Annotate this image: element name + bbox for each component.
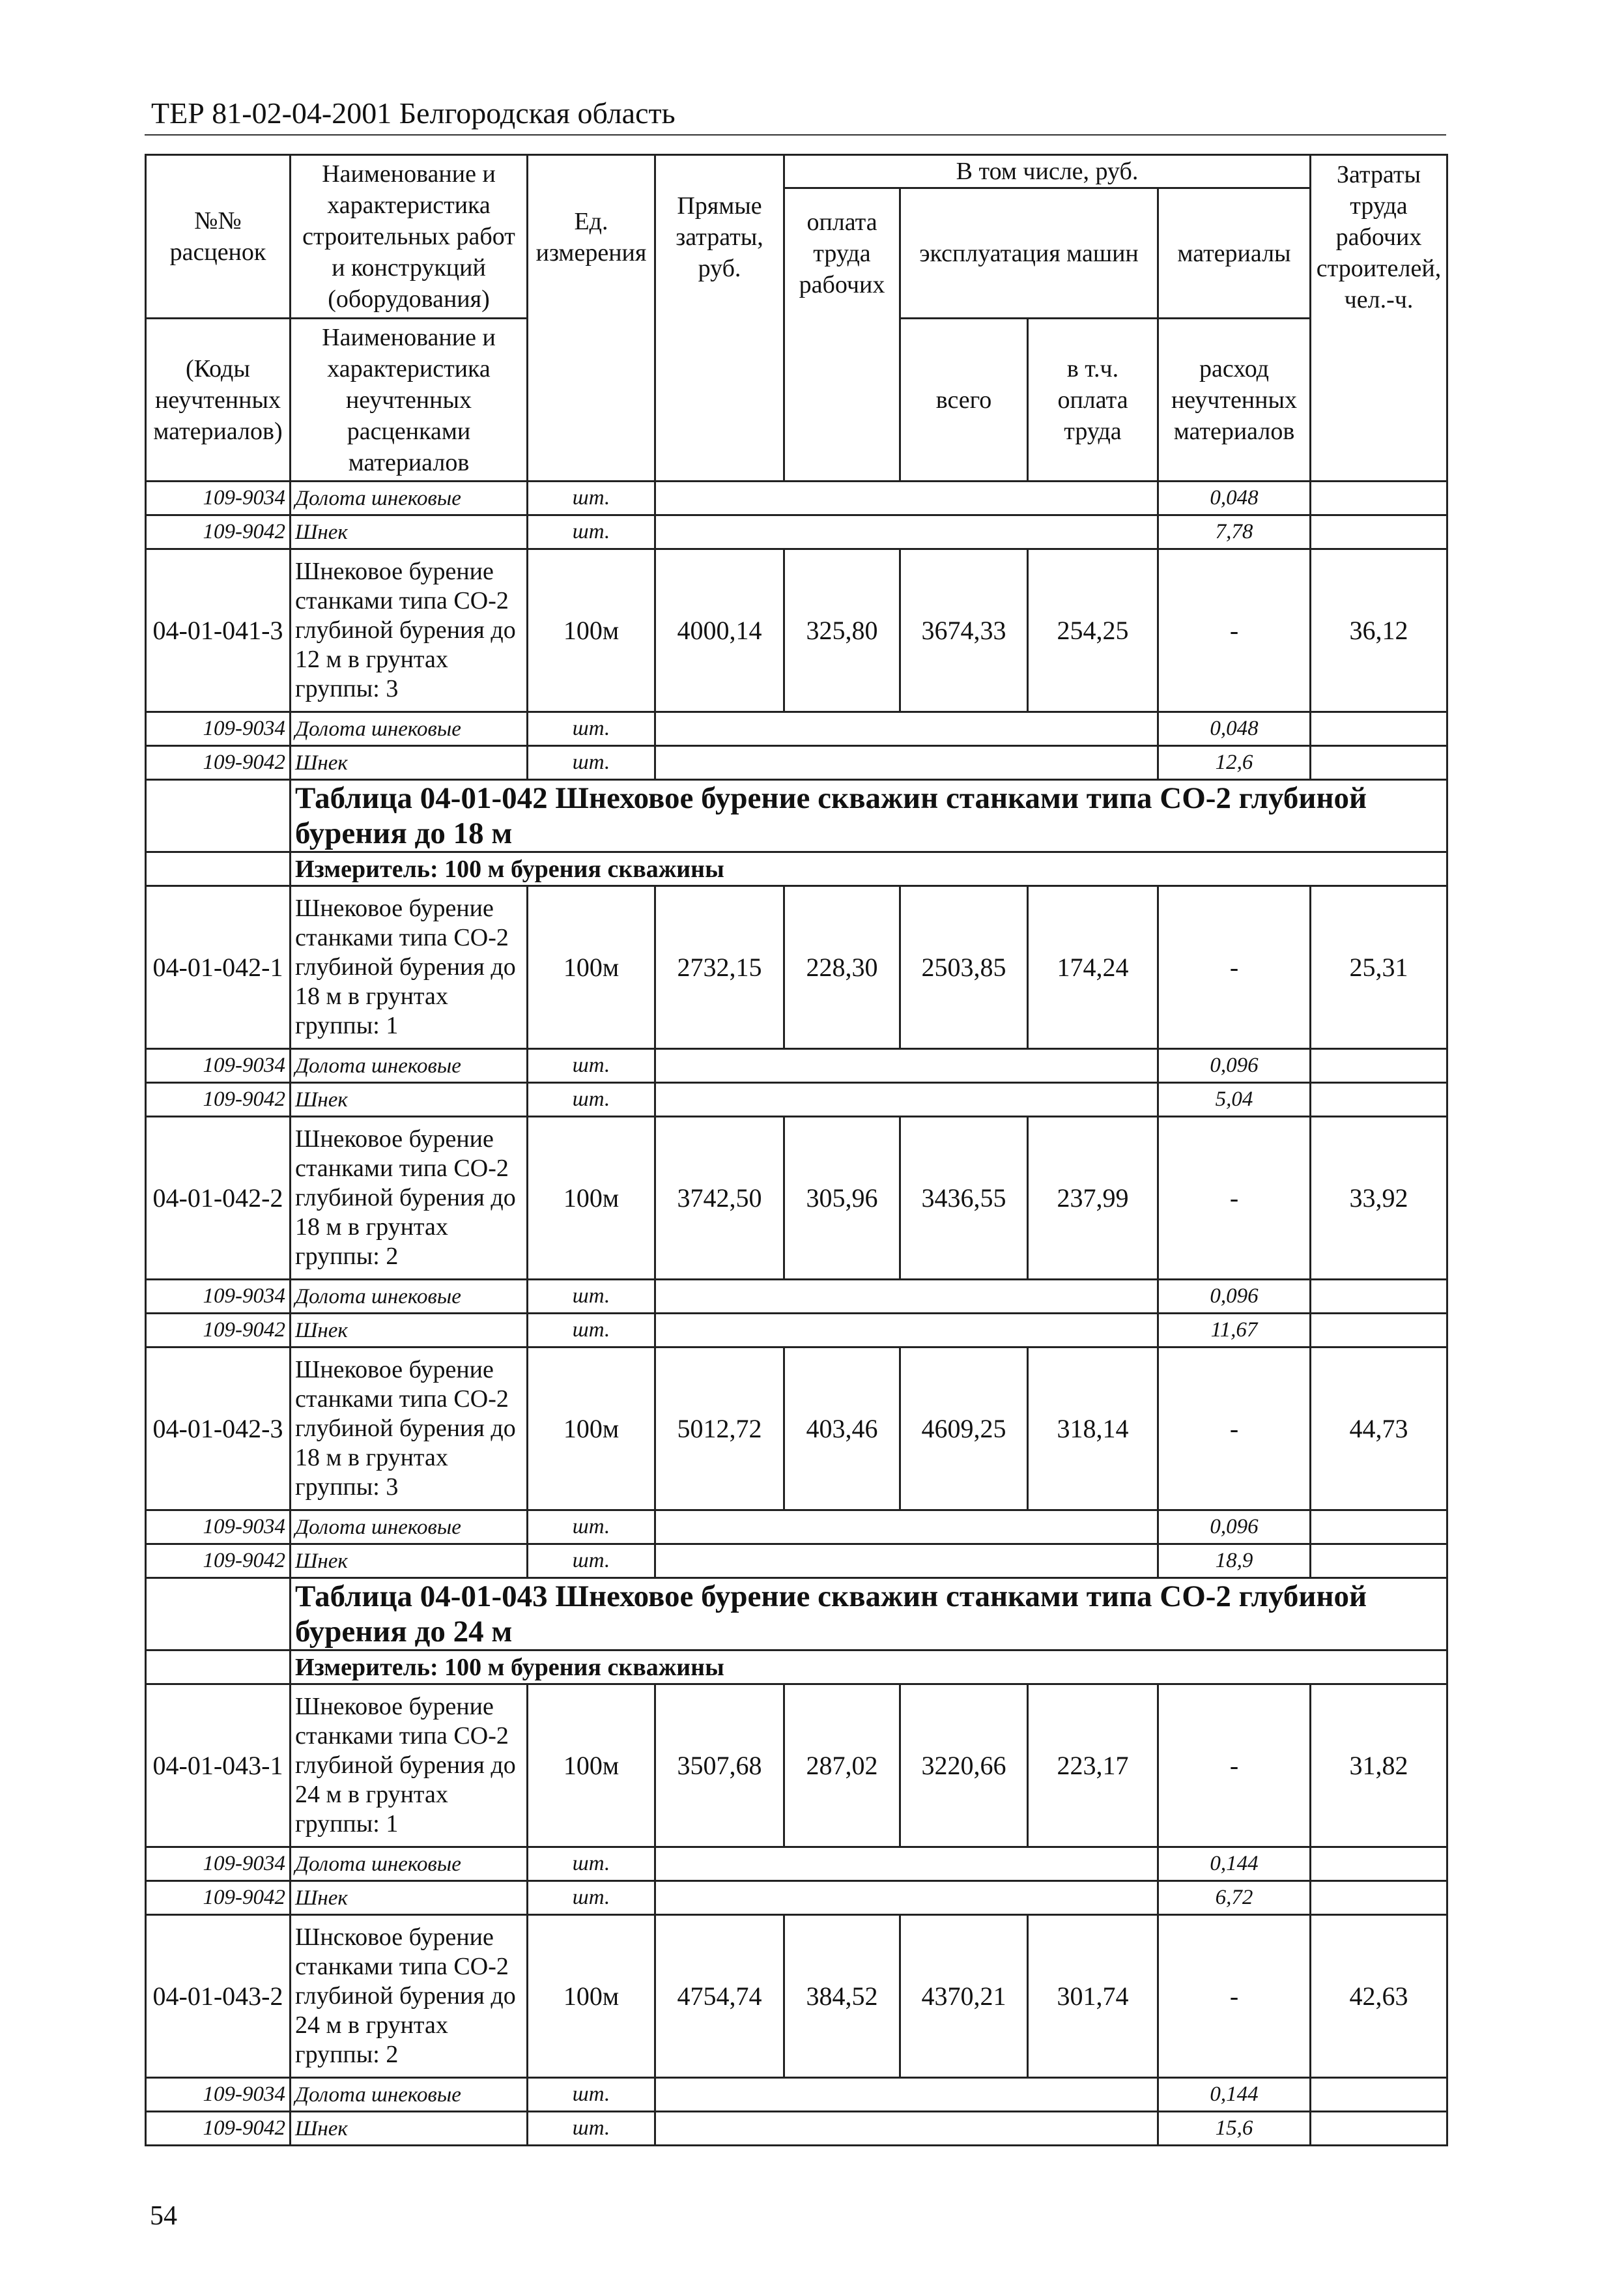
rate-wages: 325,80	[784, 549, 900, 712]
material-blank	[655, 515, 1158, 549]
material-name: Шнек	[291, 1083, 528, 1117]
material-blank	[1311, 515, 1447, 549]
col-header-direct-cont	[655, 319, 784, 482]
rate-machine-wages: 174,24	[1028, 886, 1158, 1049]
rate-machine-wages: 223,17	[1028, 1684, 1158, 1847]
material-blank	[1311, 712, 1447, 746]
material-blank	[655, 482, 1158, 515]
material-blank	[655, 2078, 1158, 2112]
measure-unit-text: Измеритель: 100 м бурения скважины	[291, 1650, 1447, 1684]
material-unit: шт.	[528, 515, 655, 549]
material-row	[146, 712, 1447, 746]
rate-description: Шнековое бурение станками типа СО-2 глубиной бурения до 18 м в грунтах группы: 2	[291, 1117, 528, 1280]
col-header-wages-cont	[784, 319, 900, 482]
material-unit: шт.	[528, 1847, 655, 1881]
rate-code: 04-01-043-1	[146, 1684, 291, 1847]
material-row	[146, 1881, 1447, 1915]
material-name: Долота шнековые	[291, 712, 528, 746]
col-header-labor: Затраты труда рабочих строителей, чел.-ч.	[1311, 155, 1447, 319]
material-name: Долота шнековые	[291, 1847, 528, 1881]
material-blank	[655, 1847, 1158, 1881]
material-name: Долота шнековые	[291, 482, 528, 515]
rate-machines: 4609,25	[900, 1347, 1028, 1510]
rate-unit: 100м	[528, 1117, 655, 1280]
rate-unit: 100м	[528, 886, 655, 1049]
rate-row	[146, 1915, 1447, 2078]
rate-labor: 31,82	[1311, 1684, 1447, 1847]
rate-unit: 100м	[528, 549, 655, 712]
material-unit: шт.	[528, 1544, 655, 1578]
material-blank	[655, 1510, 1158, 1544]
rate-description: Шнековое бурение станками типа СО-2 глубиной бурения до 18 м в грунтах группы: 3	[291, 1347, 528, 1510]
material-qty: 6,72	[1158, 1881, 1311, 1915]
material-unit: шт.	[528, 482, 655, 515]
measure-blank	[146, 852, 291, 886]
rate-labor: 36,12	[1311, 549, 1447, 712]
material-code: 109-9042	[146, 1083, 291, 1117]
material-row	[146, 746, 1447, 780]
rate-wages: 403,46	[784, 1347, 900, 1510]
material-blank	[1311, 746, 1447, 780]
material-qty: 0,048	[1158, 482, 1311, 515]
material-blank	[1311, 2078, 1447, 2112]
rate-code: 04-01-042-3	[146, 1347, 291, 1510]
table-title: Таблица 04-01-043 Шнеховое бурение скважин станками типа СО-2 глубиной бурения до 24 м	[291, 1578, 1447, 1650]
material-code: 109-9034	[146, 2078, 291, 2112]
material-name: Шнек	[291, 2112, 528, 2146]
rate-labor: 44,73	[1311, 1347, 1447, 1510]
rate-machine-wages: 237,99	[1028, 1117, 1158, 1280]
material-name: Долота шнековые	[291, 2078, 528, 2112]
material-blank	[1311, 1314, 1447, 1347]
material-row	[146, 1847, 1447, 1881]
rate-wages: 305,96	[784, 1117, 900, 1280]
material-name: Шнек	[291, 1881, 528, 1915]
material-unit: шт.	[528, 746, 655, 780]
rate-unit: 100м	[528, 1915, 655, 2078]
rates-table-body	[146, 155, 1447, 2146]
material-blank	[1311, 1083, 1447, 1117]
rate-direct-cost: 4000,14	[655, 549, 784, 712]
table-title-blank	[146, 1578, 291, 1650]
rate-code: 04-01-041-3	[146, 549, 291, 712]
material-blank	[1311, 1280, 1447, 1314]
material-name: Шнек	[291, 746, 528, 780]
material-row	[146, 482, 1447, 515]
rate-description: Шнековое бурение станками типа СО-2 глубиной бурения до 24 м в грунтах группы: 1	[291, 1684, 528, 1847]
col-header-direct: Прямые затраты, руб.	[655, 155, 784, 319]
measure-blank	[146, 1650, 291, 1684]
material-unit: шт.	[528, 2078, 655, 2112]
material-blank	[655, 2112, 1158, 2146]
rate-materials: -	[1158, 1684, 1311, 1847]
material-code: 109-9034	[146, 1510, 291, 1544]
col-header-code: №№ расценок	[146, 155, 291, 319]
material-name: Шнек	[291, 1544, 528, 1578]
col-header-labor-cont	[1311, 319, 1447, 482]
material-row	[146, 1083, 1447, 1117]
material-name: Шнек	[291, 515, 528, 549]
rate-machine-wages: 318,14	[1028, 1347, 1158, 1510]
material-code: 109-9042	[146, 746, 291, 780]
material-blank	[655, 746, 1158, 780]
rate-row	[146, 1684, 1447, 1847]
rate-unit: 100м	[528, 1684, 655, 1847]
material-code: 109-9034	[146, 1847, 291, 1881]
material-qty: 0,096	[1158, 1280, 1311, 1314]
material-qty: 0,144	[1158, 2078, 1311, 2112]
material-qty: 12,6	[1158, 746, 1311, 780]
col-header-unit-cont	[528, 319, 655, 482]
material-name: Долота шнековые	[291, 1049, 528, 1083]
rate-direct-cost: 2732,15	[655, 886, 784, 1049]
material-code: 109-9042	[146, 1881, 291, 1915]
rates-table	[145, 154, 1448, 2146]
rate-direct-cost: 3742,50	[655, 1117, 784, 1280]
col-header-code-alt: (Коды неучтенных материалов)	[146, 319, 291, 482]
col-header-wages: оплата труда рабочих	[784, 188, 900, 319]
rate-description: Шнековое бурение станками типа СО-2 глубиной бурения до 18 м в грунтах группы: 1	[291, 886, 528, 1049]
rate-wages: 228,30	[784, 886, 900, 1049]
material-qty: 18,9	[1158, 1544, 1311, 1578]
material-blank	[1311, 1881, 1447, 1915]
material-blank	[1311, 2112, 1447, 2146]
rate-row	[146, 1117, 1447, 1280]
measure-unit-text: Измеритель: 100 м бурения скважины	[291, 852, 1447, 886]
rate-machines: 4370,21	[900, 1915, 1028, 2078]
material-row	[146, 1314, 1447, 1347]
material-qty: 11,67	[1158, 1314, 1311, 1347]
rate-materials: -	[1158, 886, 1311, 1049]
rate-materials: -	[1158, 1347, 1311, 1510]
material-unit: шт.	[528, 2112, 655, 2146]
rate-labor: 33,92	[1311, 1117, 1447, 1280]
material-code: 109-9042	[146, 2112, 291, 2146]
table-title-row	[146, 780, 1447, 852]
material-blank	[655, 1049, 1158, 1083]
material-blank	[1311, 1847, 1447, 1881]
page-header: ТЕР 81-02-04-2001 Белгородская область	[151, 96, 676, 130]
material-unit: шт.	[528, 1280, 655, 1314]
material-blank	[655, 712, 1158, 746]
rate-code: 04-01-042-1	[146, 886, 291, 1049]
material-qty: 15,6	[1158, 2112, 1311, 2146]
measure-row	[146, 1650, 1447, 1684]
rate-machines: 3436,55	[900, 1117, 1028, 1280]
material-row	[146, 2112, 1447, 2146]
material-unit: шт.	[528, 1083, 655, 1117]
rate-materials: -	[1158, 1915, 1311, 2078]
material-qty: 7,78	[1158, 515, 1311, 549]
rate-machine-wages: 301,74	[1028, 1915, 1158, 2078]
rate-direct-cost: 5012,72	[655, 1347, 784, 1510]
col-header-name-alt: Наименование и характеристика неучтенных расценками материалов	[291, 319, 528, 482]
col-header-machines-total: всего	[900, 319, 1028, 482]
material-blank	[655, 1083, 1158, 1117]
material-unit: шт.	[528, 1881, 655, 1915]
rate-labor: 25,31	[1311, 886, 1447, 1049]
rate-direct-cost: 3507,68	[655, 1684, 784, 1847]
col-header-materials-alt: расход неучтенных материалов	[1158, 319, 1311, 482]
material-blank	[655, 1314, 1158, 1347]
material-blank	[1311, 1544, 1447, 1578]
material-qty: 0,096	[1158, 1510, 1311, 1544]
material-code: 109-9042	[146, 1314, 291, 1347]
rate-row	[146, 549, 1447, 712]
material-name: Долота шнековые	[291, 1510, 528, 1544]
material-qty: 0,144	[1158, 1847, 1311, 1881]
header-row	[146, 319, 1447, 482]
rate-wages: 384,52	[784, 1915, 900, 2078]
page-number: 54	[150, 2201, 177, 2231]
material-blank	[655, 1280, 1158, 1314]
rate-materials: -	[1158, 549, 1311, 712]
rate-machine-wages: 254,25	[1028, 549, 1158, 712]
material-code: 109-9042	[146, 1544, 291, 1578]
rate-labor: 42,63	[1311, 1915, 1447, 2078]
material-unit: шт.	[528, 712, 655, 746]
col-header-machines-wages: в т.ч. оплата труда	[1028, 319, 1158, 482]
rate-code: 04-01-043-2	[146, 1915, 291, 2078]
material-blank	[1311, 1510, 1447, 1544]
rate-machines: 3220,66	[900, 1684, 1028, 1847]
material-name: Шнек	[291, 1314, 528, 1347]
material-unit: шт.	[528, 1049, 655, 1083]
table-title: Таблица 04-01-042 Шнеховое бурение скважин станками типа СО-2 глубиной бурения до 18 м	[291, 780, 1447, 852]
rate-materials: -	[1158, 1117, 1311, 1280]
col-header-name: Наименование и характеристика строительных работ и конструкций (оборудования)	[291, 155, 528, 319]
material-qty: 5,04	[1158, 1083, 1311, 1117]
rate-wages: 287,02	[784, 1684, 900, 1847]
material-row	[146, 1280, 1447, 1314]
material-row	[146, 1544, 1447, 1578]
rate-unit: 100м	[528, 1347, 655, 1510]
header-rule	[145, 134, 1446, 136]
material-code: 109-9034	[146, 1280, 291, 1314]
rate-description: Шнсковое бурение станками типа СО-2 глубиной бурения до 24 м в грунтах группы: 2	[291, 1915, 528, 2078]
col-header-machines: эксплуатация машин	[900, 188, 1158, 319]
material-blank	[1311, 482, 1447, 515]
measure-row	[146, 852, 1447, 886]
table-title-blank	[146, 780, 291, 852]
header-row	[146, 155, 1447, 188]
material-row	[146, 515, 1447, 549]
material-qty: 0,096	[1158, 1049, 1311, 1083]
rate-row	[146, 1347, 1447, 1510]
rate-code: 04-01-042-2	[146, 1117, 291, 1280]
material-qty: 0,048	[1158, 712, 1311, 746]
table-title-row	[146, 1578, 1447, 1650]
rate-row	[146, 886, 1447, 1049]
material-unit: шт.	[528, 1314, 655, 1347]
material-unit: шт.	[528, 1510, 655, 1544]
material-row	[146, 2078, 1447, 2112]
rate-direct-cost: 4754,74	[655, 1915, 784, 2078]
material-blank	[655, 1881, 1158, 1915]
material-blank	[655, 1544, 1158, 1578]
rate-description: Шнековое бурение станками типа СО-2 глубиной бурения до 12 м в грунтах группы: 3	[291, 549, 528, 712]
material-blank	[1311, 1049, 1447, 1083]
material-code: 109-9034	[146, 482, 291, 515]
col-header-unit: Ед. измерения	[528, 155, 655, 319]
rate-machines: 2503,85	[900, 886, 1028, 1049]
material-row	[146, 1049, 1447, 1083]
material-code: 109-9042	[146, 515, 291, 549]
material-code: 109-9034	[146, 712, 291, 746]
material-name: Долота шнековые	[291, 1280, 528, 1314]
rate-machines: 3674,33	[900, 549, 1028, 712]
col-header-materials: материалы	[1158, 188, 1311, 319]
material-code: 109-9034	[146, 1049, 291, 1083]
col-header-incl: В том числе, руб.	[784, 155, 1311, 188]
material-row	[146, 1510, 1447, 1544]
